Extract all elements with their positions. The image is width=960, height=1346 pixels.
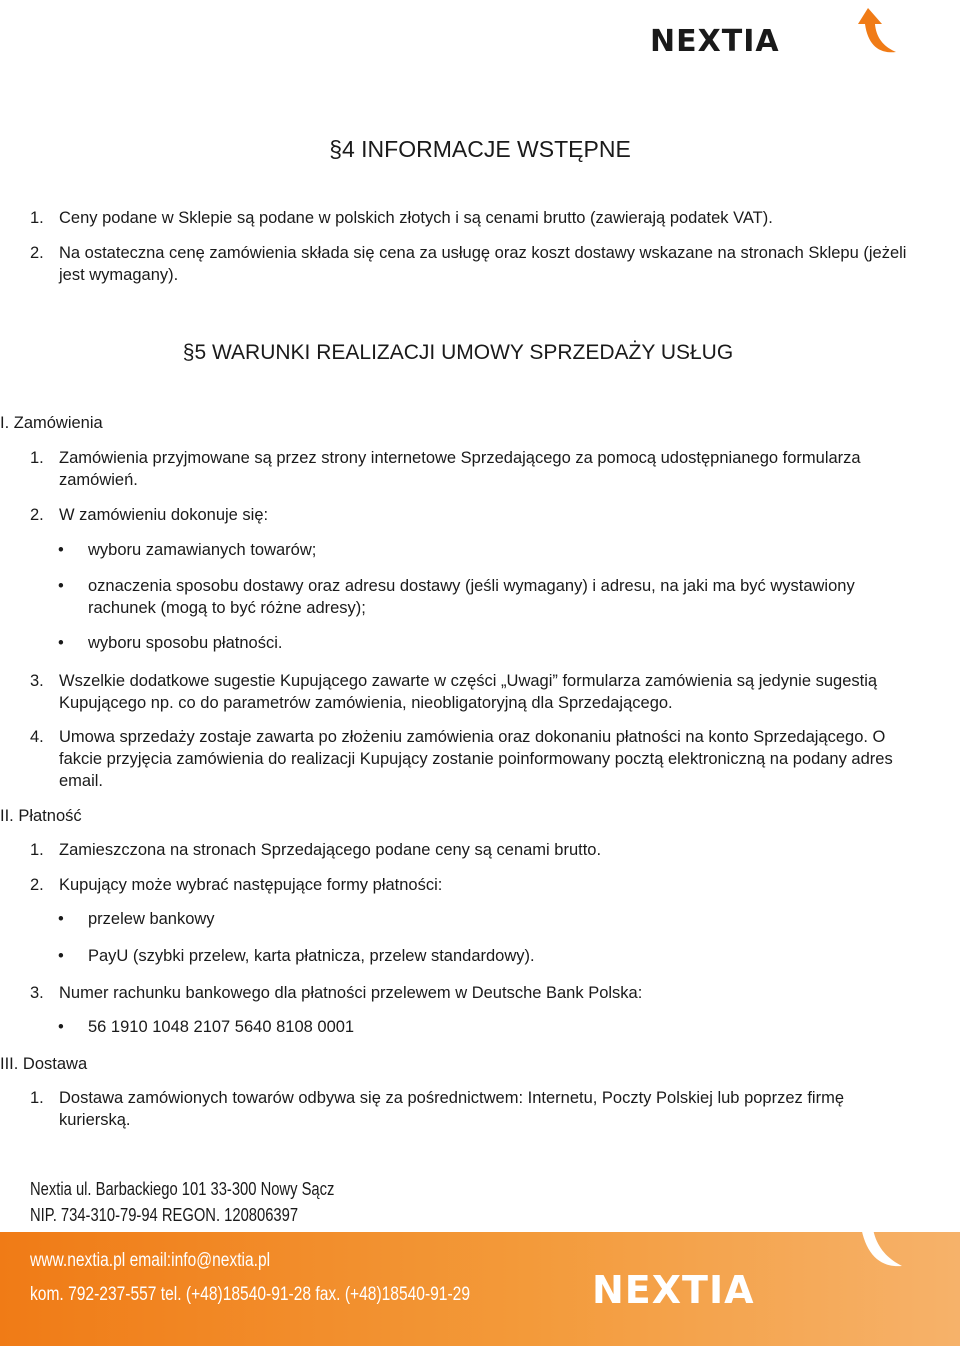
footer-nip-regon: NIP. 734-310-79-94 REGON. 120806397 bbox=[30, 1205, 299, 1225]
swoosh-icon bbox=[826, 1192, 908, 1282]
account-number: 56 1910 1048 2107 5640 8108 0001 bbox=[88, 1018, 355, 1036]
item-number: 4. bbox=[30, 728, 44, 746]
bullet-icon: • bbox=[58, 577, 64, 595]
item-number: 1. bbox=[30, 209, 44, 227]
bullet-text: wyboru sposobu płatności. bbox=[88, 634, 283, 652]
item-number: 1. bbox=[30, 1089, 44, 1107]
orders-item bbox=[30, 504, 910, 526]
item-text: Zamówienia przyjmowane są przez strony internetowe Sprzedającego za pomocą udostępnianego formularza zamówień. bbox=[59, 449, 861, 489]
item-number: 3. bbox=[30, 984, 44, 1002]
item-text: Numer rachunku bankowego dla płatności przelewem w Deutsche Bank Polska: bbox=[59, 984, 643, 1002]
footer-web-email: www.nextia.pl email:info@nextia.pl bbox=[30, 1250, 271, 1271]
item-number: 2. bbox=[30, 244, 44, 262]
orders-bullet bbox=[58, 575, 918, 619]
bullet-icon: • bbox=[58, 910, 64, 928]
delivery-subheading: III. Dostawa bbox=[0, 1055, 88, 1073]
item-number: 3. bbox=[30, 672, 44, 690]
account-bullet bbox=[58, 1016, 918, 1038]
footer-phones: kom. 792-237-557 tel. (+48)18540-91-28 fax. (+48)18540-91-29 bbox=[30, 1284, 470, 1305]
item-text: Wszelkie dodatkowe sugestie Kupującego zawarte w części „Uwagi” formularza zamówienia są jedynie sugestią Kupującego np. co do parametrów zamówienia, nieobligatoryjną dla Sprzedającego. bbox=[59, 672, 878, 712]
footer-address: Nextia ul. Barbackiego 101 33-300 Nowy Sącz bbox=[30, 1179, 335, 1199]
item-text: W zamówieniu dokonuje się: bbox=[59, 506, 269, 524]
payment-bullet bbox=[58, 945, 918, 967]
item-number: 1. bbox=[30, 449, 44, 467]
bullet-icon: • bbox=[58, 1018, 64, 1036]
section5-heading: §5 WARUNKI REALIZACJI UMOWY SPRZEDAŻY USŁUG bbox=[182, 341, 734, 364]
bullet-icon: • bbox=[58, 947, 64, 965]
bullet-text: PayU (szybki przelew, karta płatnicza, przelew standardowy). bbox=[88, 947, 535, 965]
section4-item bbox=[30, 242, 910, 286]
payment-item bbox=[30, 982, 910, 1004]
payment-item bbox=[30, 874, 910, 896]
item-text: Dostawa zamówionych towarów odbywa się za pośrednictwem: Internetu, Poczty Polskiej lub poprzez firmę kurierską. bbox=[59, 1089, 845, 1129]
payment-bullet bbox=[58, 908, 918, 930]
section4-item bbox=[30, 207, 910, 229]
footer-band bbox=[0, 1232, 960, 1346]
bullet-text: oznaczenia sposobu dostawy oraz adresu dostawy (jeśli wymagany) i adresu, na jaki ma być wystawiony rachunek (mogą to być różne adresy); bbox=[88, 577, 855, 617]
item-text: Umowa sprzedaży zostaje zawarta po złożeniu zamówienia oraz dokonaniu płatności na konto Sprzedającego. O fakcie przyjęcia zamówienia do realizacji Kupujący zostanie poinformowany pocztą elektroniczną na podany adres email. bbox=[59, 728, 893, 790]
bullet-text: wyboru zamawianych towarów; bbox=[88, 541, 317, 559]
section4-heading: §4 INFORMACJE WSTĘPNE bbox=[329, 136, 631, 162]
item-text: Zamieszczona na stronach Sprzedającego podane ceny są cenami brutto. bbox=[59, 841, 602, 859]
item-text: Ceny podane w Sklepie są podane w polskich złotych i są cenami brutto (zawierają podatek VAT). bbox=[59, 209, 773, 227]
item-text: Kupujący może wybrać następujące formy płatności: bbox=[59, 876, 443, 894]
item-number: 2. bbox=[30, 876, 44, 894]
item-number: 2. bbox=[30, 506, 44, 524]
orders-bullet bbox=[58, 632, 918, 654]
bullet-icon: • bbox=[58, 634, 64, 652]
payment-subheading: II. Płatność bbox=[0, 807, 82, 825]
orders-item bbox=[30, 670, 910, 714]
orders-subheading: I. Zamówienia bbox=[0, 414, 103, 432]
orders-item bbox=[30, 726, 910, 792]
item-number: 1. bbox=[30, 841, 44, 859]
payment-item bbox=[30, 839, 910, 861]
bullet-text: przelew bankowy bbox=[88, 910, 215, 928]
delivery-item bbox=[30, 1087, 910, 1131]
bullet-icon: • bbox=[58, 541, 64, 559]
swoosh-icon bbox=[838, 2, 902, 62]
item-text: Na ostateczna cenę zamówienia składa się cena za usługę oraz koszt dostawy wskazane na stronach Sklepu (jeżeli jest wymagany). bbox=[59, 244, 907, 284]
orders-item bbox=[30, 447, 910, 491]
header-logo: NEXTIA bbox=[650, 24, 780, 59]
footer-logo: NEXTIA bbox=[592, 1268, 755, 1312]
orders-bullet bbox=[58, 539, 918, 561]
